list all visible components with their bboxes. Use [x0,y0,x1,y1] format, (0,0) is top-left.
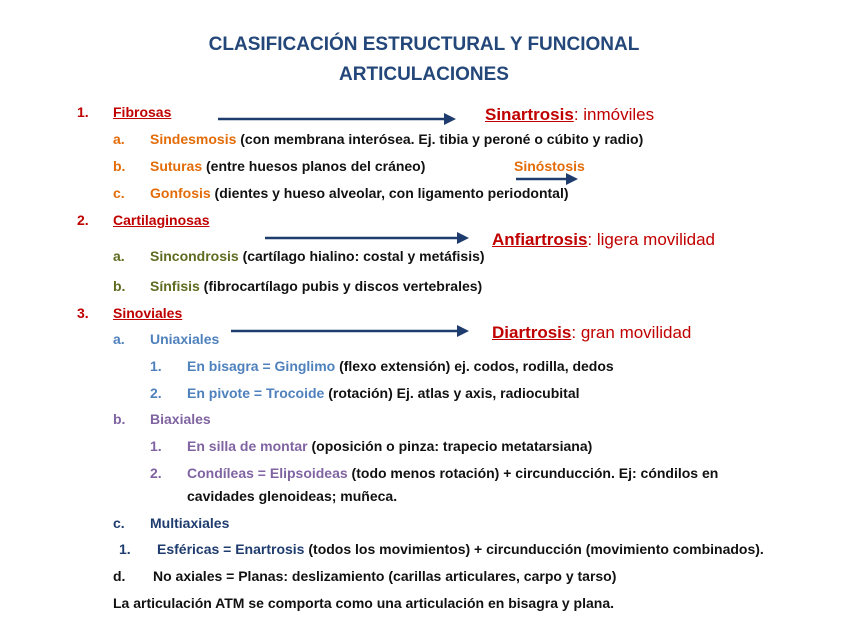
sub-letter: a. [113,248,125,264]
page-title-line2: ARTICULACIONES [339,64,509,85]
functional-type-desc: : gran movilidad [571,323,692,342]
item-label: Suturas [150,158,203,174]
list-item [187,385,580,401]
item-desc: (rotación) Ej. atlas y axis, radiocubital [324,385,580,401]
item-label: Gonfosis [150,185,211,201]
item-label: Esféricas = Enartrosis [157,541,305,557]
item-desc: (todos los movimientos) + circunducción (movimiento combinados). [304,541,764,557]
item-number: 1. [77,104,89,120]
list-item [150,158,425,174]
item-label: En bisagra = Ginglimo [187,358,336,374]
sub-letter: a. [113,131,125,147]
sub-letter: c. [113,515,125,531]
item-desc: (todo menos rotación) + circunducción. Ej: cóndilos en [347,465,719,481]
arrow-right-icon [231,324,471,338]
list-item [157,541,764,557]
item-desc: (entre huesos planos del cráneo) [202,158,426,174]
sub-letter: b. [113,411,126,427]
sub-letter: c. [113,185,125,201]
sub-number: 1. [150,438,162,454]
list-item [187,438,592,454]
item-label: Sínfisis [150,278,200,294]
list-item [150,131,643,147]
item-desc: (oposición o pinza: trapecio metatarsiana) [307,438,593,454]
functional-type-label: Sinartrosis [485,105,574,124]
functional-type-anfiartrosis [492,230,715,250]
footer-note: La articulación ATM se comporta como una articulación en bisagra y plana. [113,595,615,611]
group-biaxiales: Biaxiales [150,411,211,427]
category-cartilaginosas: Cartilaginosas [113,212,210,228]
functional-type-desc: : ligera movilidad [587,230,715,249]
sub-letter: d. [113,568,126,584]
arrow-right-icon [516,172,580,186]
list-item [187,358,614,374]
item-desc: (con membrana interósea. Ej. tibia y peroné o cúbito y radio) [236,131,644,147]
item-label: Sindesmosis [150,131,237,147]
item-desc: (dientes y hueso alveolar, con ligamento periodontal) [210,185,569,201]
functional-type-desc: : inmóviles [573,105,655,124]
sub-number: 2. [150,385,162,401]
category-sinoviales: Sinoviales [113,305,183,321]
functional-type-diartrosis [492,323,691,343]
item-desc: (flexo extensión) ej. codos, rodilla, dedos [335,358,614,374]
functional-type-label: Diartrosis [492,323,572,342]
functional-type-sinartrosis [485,105,654,125]
item-label: Sincondrosis [150,248,239,264]
item-desc: (fibrocartílago pubis y discos vertebrales) [199,278,483,294]
item-desc: (carillas articulares, carpo y tarso) [384,568,617,584]
sub-number: 1. [150,358,162,374]
list-item [187,465,718,481]
sub-number: 2. [150,465,162,481]
arrow-right-icon [265,231,471,245]
item-label: Condíleas = Elipsoideas [187,465,348,481]
sub-number: 1. [119,541,131,557]
list-item [150,248,485,264]
sinostosis-label: Sinóstosis [514,158,585,174]
item-label: En silla de montar [187,438,308,454]
list-item [150,278,482,294]
group-uniaxiales: Uniaxiales [150,331,220,347]
list-item [153,568,616,584]
sub-letter: b. [113,158,126,174]
arrow-right-icon [218,112,458,126]
category-fibrosas: Fibrosas [113,104,172,120]
sub-letter: a. [113,331,125,347]
item-number: 3. [77,305,89,321]
item-label: No axiales = Planas: deslizamiento [153,568,385,584]
item-number: 2. [77,212,89,228]
sub-letter: b. [113,278,126,294]
group-multiaxiales: Multiaxiales [150,515,230,531]
functional-type-label: Anfiartrosis [492,230,588,249]
item-desc-continuation: cavidades glenoideas; muñeca. [187,488,398,504]
item-label: En pivote = Trocoide [187,385,325,401]
page-title-line1: CLASIFICACIÓN ESTRUCTURAL Y FUNCIONAL [208,34,640,55]
list-item [150,185,569,201]
item-desc: (cartílago hialino: costal y metáfisis) [238,248,485,264]
